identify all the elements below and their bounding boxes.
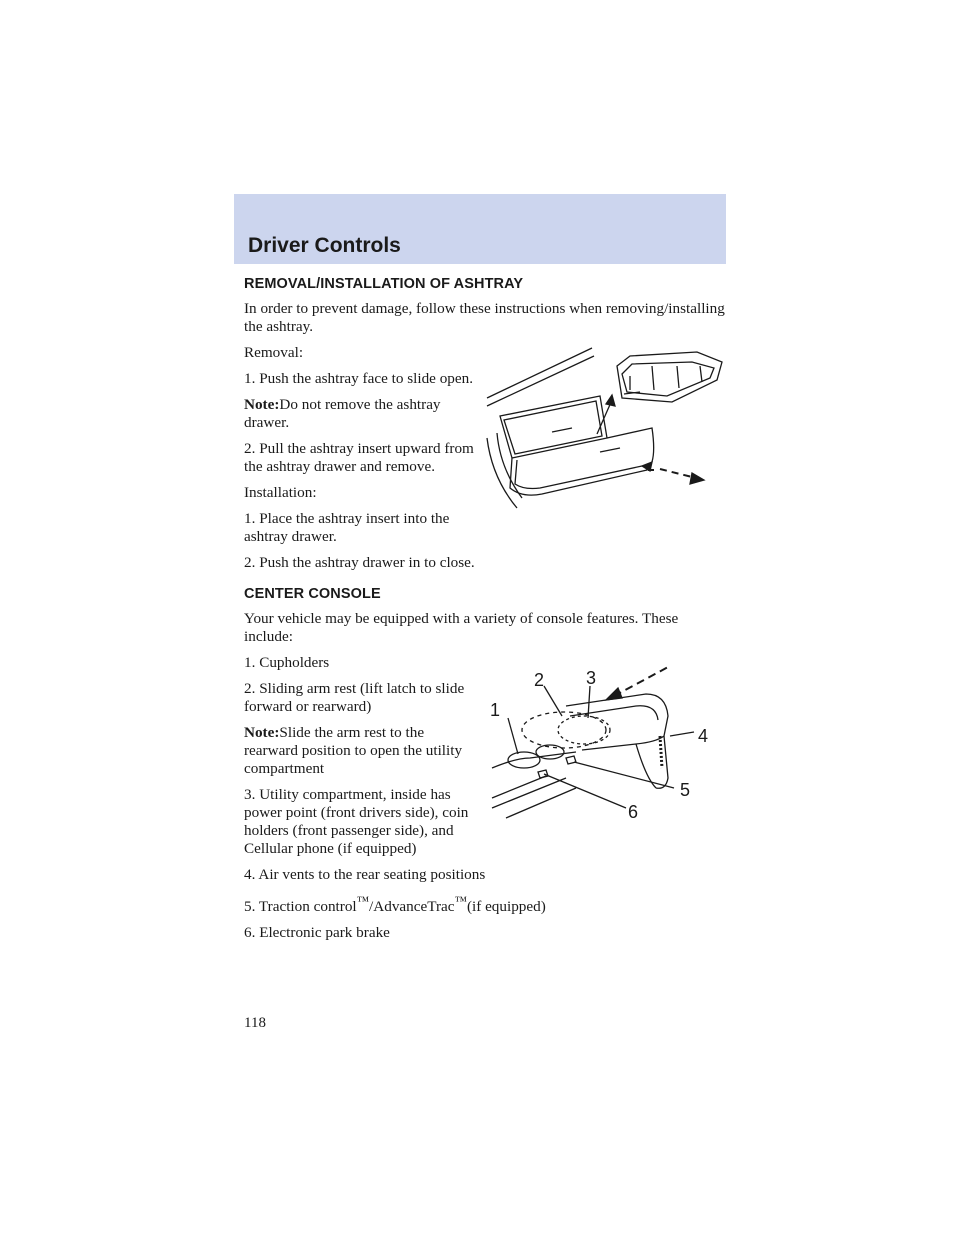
ashtray-illustration xyxy=(482,338,728,526)
removal-label: Removal: xyxy=(244,344,304,361)
section-title: Driver Controls xyxy=(248,234,401,257)
console-heading: CENTER CONSOLE xyxy=(244,586,381,602)
console-item-4: 4. Air vents to the rear seating positions xyxy=(244,866,486,883)
console-note-label: Note: xyxy=(244,724,280,741)
console-item-3: 3. Utility compartment, inside has power point (front drivers side), coin holders (front passenger side), and Cellular phone (if equipped) xyxy=(244,786,469,857)
callout-5: 5 xyxy=(680,780,691,800)
page-number: 118 xyxy=(244,1015,266,1031)
install-step-2: 2. Push the ashtray drawer in to close. xyxy=(244,554,475,571)
installation-label: Installation: xyxy=(244,484,317,501)
console-item-1: 1. Cupholders xyxy=(244,654,330,671)
ashtray-heading: REMOVAL/INSTALLATION OF ASHTRAY xyxy=(244,276,524,292)
removal-step-1: 1. Push the ashtray face to slide open. xyxy=(244,370,474,387)
callout-4: 4 xyxy=(698,726,709,746)
install-step-1: 1. Place the ashtray insert into the ashtray drawer. xyxy=(244,510,450,545)
section-header xyxy=(234,194,726,264)
console-illustration xyxy=(486,658,724,846)
removal-step-2: 2. Pull the ashtray insert upward from the ashtray drawer and remove. xyxy=(244,440,474,475)
trademark-icon: ™ xyxy=(356,894,370,908)
callout-2: 2 xyxy=(534,670,545,690)
console-note-text: Slide the arm rest to the rearward position to open the utility compartment xyxy=(244,724,463,777)
callout-1: 1 xyxy=(490,700,501,720)
console-note xyxy=(244,724,476,778)
console-intro: Your vehicle may be equipped with a variety of console features. These include: xyxy=(244,610,679,645)
console-item-2: 2. Sliding arm rest (lift latch to slide forward or rearward) xyxy=(244,680,465,715)
console-item-6: 6. Electronic park brake xyxy=(244,924,390,942)
trademark-icon: ™ xyxy=(454,894,467,908)
callout-3: 3 xyxy=(586,668,597,688)
console-item-5: 5. Traction control™/AdvanceTrac™(if equipped) xyxy=(244,894,546,916)
callout-6: 6 xyxy=(628,802,639,822)
note-text: Do not remove the ashtray drawer. xyxy=(244,396,441,431)
note-label: Note: xyxy=(244,396,280,413)
ashtray-note xyxy=(244,396,476,432)
ashtray-intro: In order to prevent damage, follow these instructions when removing/installing the ashtray. xyxy=(244,300,725,335)
